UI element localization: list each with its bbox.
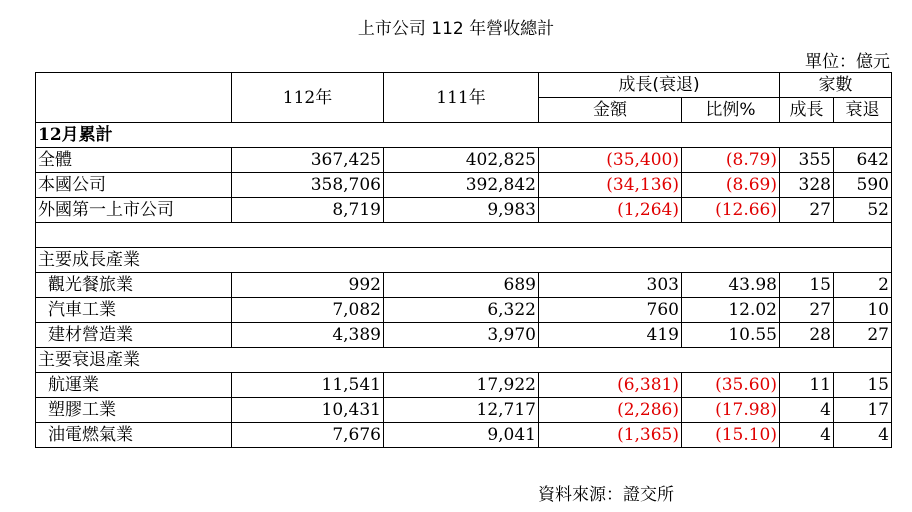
source-note: 資料來源：證交所 — [538, 485, 674, 505]
row-name-cell: 觀光餐旅業 — [36, 273, 232, 298]
grow-count-cell: 27 — [780, 298, 834, 323]
change-amount-cell: 760 — [539, 298, 682, 323]
value-112-cell: 11,541 — [232, 373, 384, 398]
row-name-cell: 本國公司 — [36, 173, 232, 198]
grow-count-cell: 28 — [780, 323, 834, 348]
section-decline: 主要衰退產業 — [36, 348, 892, 373]
decline-count-cell: 4 — [834, 423, 892, 448]
value-111-cell: 6,322 — [384, 298, 539, 323]
change-amount-cell: (1,264) — [539, 198, 682, 223]
decline-count-cell: 10 — [834, 298, 892, 323]
table-row — [36, 173, 892, 198]
grow-count-cell: 355 — [780, 148, 834, 173]
change-ratio-cell: (12.66) — [682, 198, 780, 223]
header-growth: 成長(衰退) — [539, 73, 780, 98]
change-ratio-cell: 43.98 — [682, 273, 780, 298]
grow-count-cell: 328 — [780, 173, 834, 198]
change-amount-cell: (35,400) — [539, 148, 682, 173]
header-row-1 — [36, 73, 892, 98]
table-row — [36, 373, 892, 398]
change-ratio-cell: 10.55 — [682, 323, 780, 348]
header-111: 111年 — [384, 73, 539, 123]
decline-count-cell: 2 — [834, 273, 892, 298]
grow-count-cell: 15 — [780, 273, 834, 298]
grow-count-cell: 27 — [780, 198, 834, 223]
section-growth: 主要成長產業 — [36, 248, 892, 273]
change-ratio-cell: (15.10) — [682, 423, 780, 448]
value-112-cell: 7,082 — [232, 298, 384, 323]
value-111-cell: 3,970 — [384, 323, 539, 348]
section-row-growth — [36, 248, 892, 273]
row-name-cell: 汽車工業 — [36, 298, 232, 323]
section-row-decline — [36, 348, 892, 373]
table-row — [36, 398, 892, 423]
table-row — [36, 323, 892, 348]
decline-rows — [36, 373, 892, 448]
unit-label: 單位：億元 — [805, 52, 890, 72]
cumulative-rows — [36, 148, 892, 223]
decline-count-cell: 17 — [834, 398, 892, 423]
change-ratio-cell: (8.69) — [682, 173, 780, 198]
spacer-cell — [36, 223, 892, 248]
header-blank-cell — [36, 73, 232, 123]
change-ratio-cell: (17.98) — [682, 398, 780, 423]
change-amount-cell: 419 — [539, 323, 682, 348]
value-112-cell: 992 — [232, 273, 384, 298]
change-amount-cell: 303 — [539, 273, 682, 298]
decline-count-cell: 642 — [834, 148, 892, 173]
header-amount: 金額 — [539, 98, 682, 123]
row-name-cell: 全體 — [36, 148, 232, 173]
header-decline: 衰退 — [834, 98, 892, 123]
decline-count-cell: 15 — [834, 373, 892, 398]
table-row — [36, 273, 892, 298]
growth-rows — [36, 273, 892, 348]
table-row — [36, 148, 892, 173]
row-name-cell: 建材營造業 — [36, 323, 232, 348]
value-111-cell: 9,983 — [384, 198, 539, 223]
row-name-cell: 航運業 — [36, 373, 232, 398]
table-row — [36, 198, 892, 223]
change-ratio-cell: (35.60) — [682, 373, 780, 398]
value-111-cell: 9,041 — [384, 423, 539, 448]
decline-count-cell: 590 — [834, 173, 892, 198]
value-112-cell: 10,431 — [232, 398, 384, 423]
grow-count-cell: 11 — [780, 373, 834, 398]
header-grow: 成長 — [780, 98, 834, 123]
value-112-cell: 4,389 — [232, 323, 384, 348]
table-row — [36, 423, 892, 448]
change-amount-cell: (2,286) — [539, 398, 682, 423]
table-row — [36, 298, 892, 323]
value-111-cell: 689 — [384, 273, 539, 298]
change-ratio-cell: (8.79) — [682, 148, 780, 173]
value-111-cell: 17,922 — [384, 373, 539, 398]
decline-count-cell: 52 — [834, 198, 892, 223]
value-112-cell: 7,676 — [232, 423, 384, 448]
row-name-cell: 塑膠工業 — [36, 398, 232, 423]
change-amount-cell: (6,381) — [539, 373, 682, 398]
revenue-table — [35, 72, 892, 448]
header-112: 112年 — [232, 73, 384, 123]
grow-count-cell: 4 — [780, 423, 834, 448]
spacer-row — [36, 223, 892, 248]
page-title: 上市公司 112 年營收總計 — [357, 19, 555, 39]
value-112-cell: 367,425 — [232, 148, 384, 173]
row-name-cell: 外國第一上市公司 — [36, 198, 232, 223]
change-ratio-cell: 12.02 — [682, 298, 780, 323]
change-amount-cell: (1,365) — [539, 423, 682, 448]
value-112-cell: 358,706 — [232, 173, 384, 198]
row-name-cell: 油電燃氣業 — [36, 423, 232, 448]
value-112-cell: 8,719 — [232, 198, 384, 223]
section-cumulative: 12月累計 — [36, 123, 892, 148]
section-row-cumulative — [36, 123, 892, 148]
header-ratio: 比例% — [682, 98, 780, 123]
change-amount-cell: (34,136) — [539, 173, 682, 198]
value-111-cell: 392,842 — [384, 173, 539, 198]
value-111-cell: 402,825 — [384, 148, 539, 173]
grow-count-cell: 4 — [780, 398, 834, 423]
decline-count-cell: 27 — [834, 323, 892, 348]
value-111-cell: 12,717 — [384, 398, 539, 423]
header-count: 家數 — [780, 73, 892, 98]
